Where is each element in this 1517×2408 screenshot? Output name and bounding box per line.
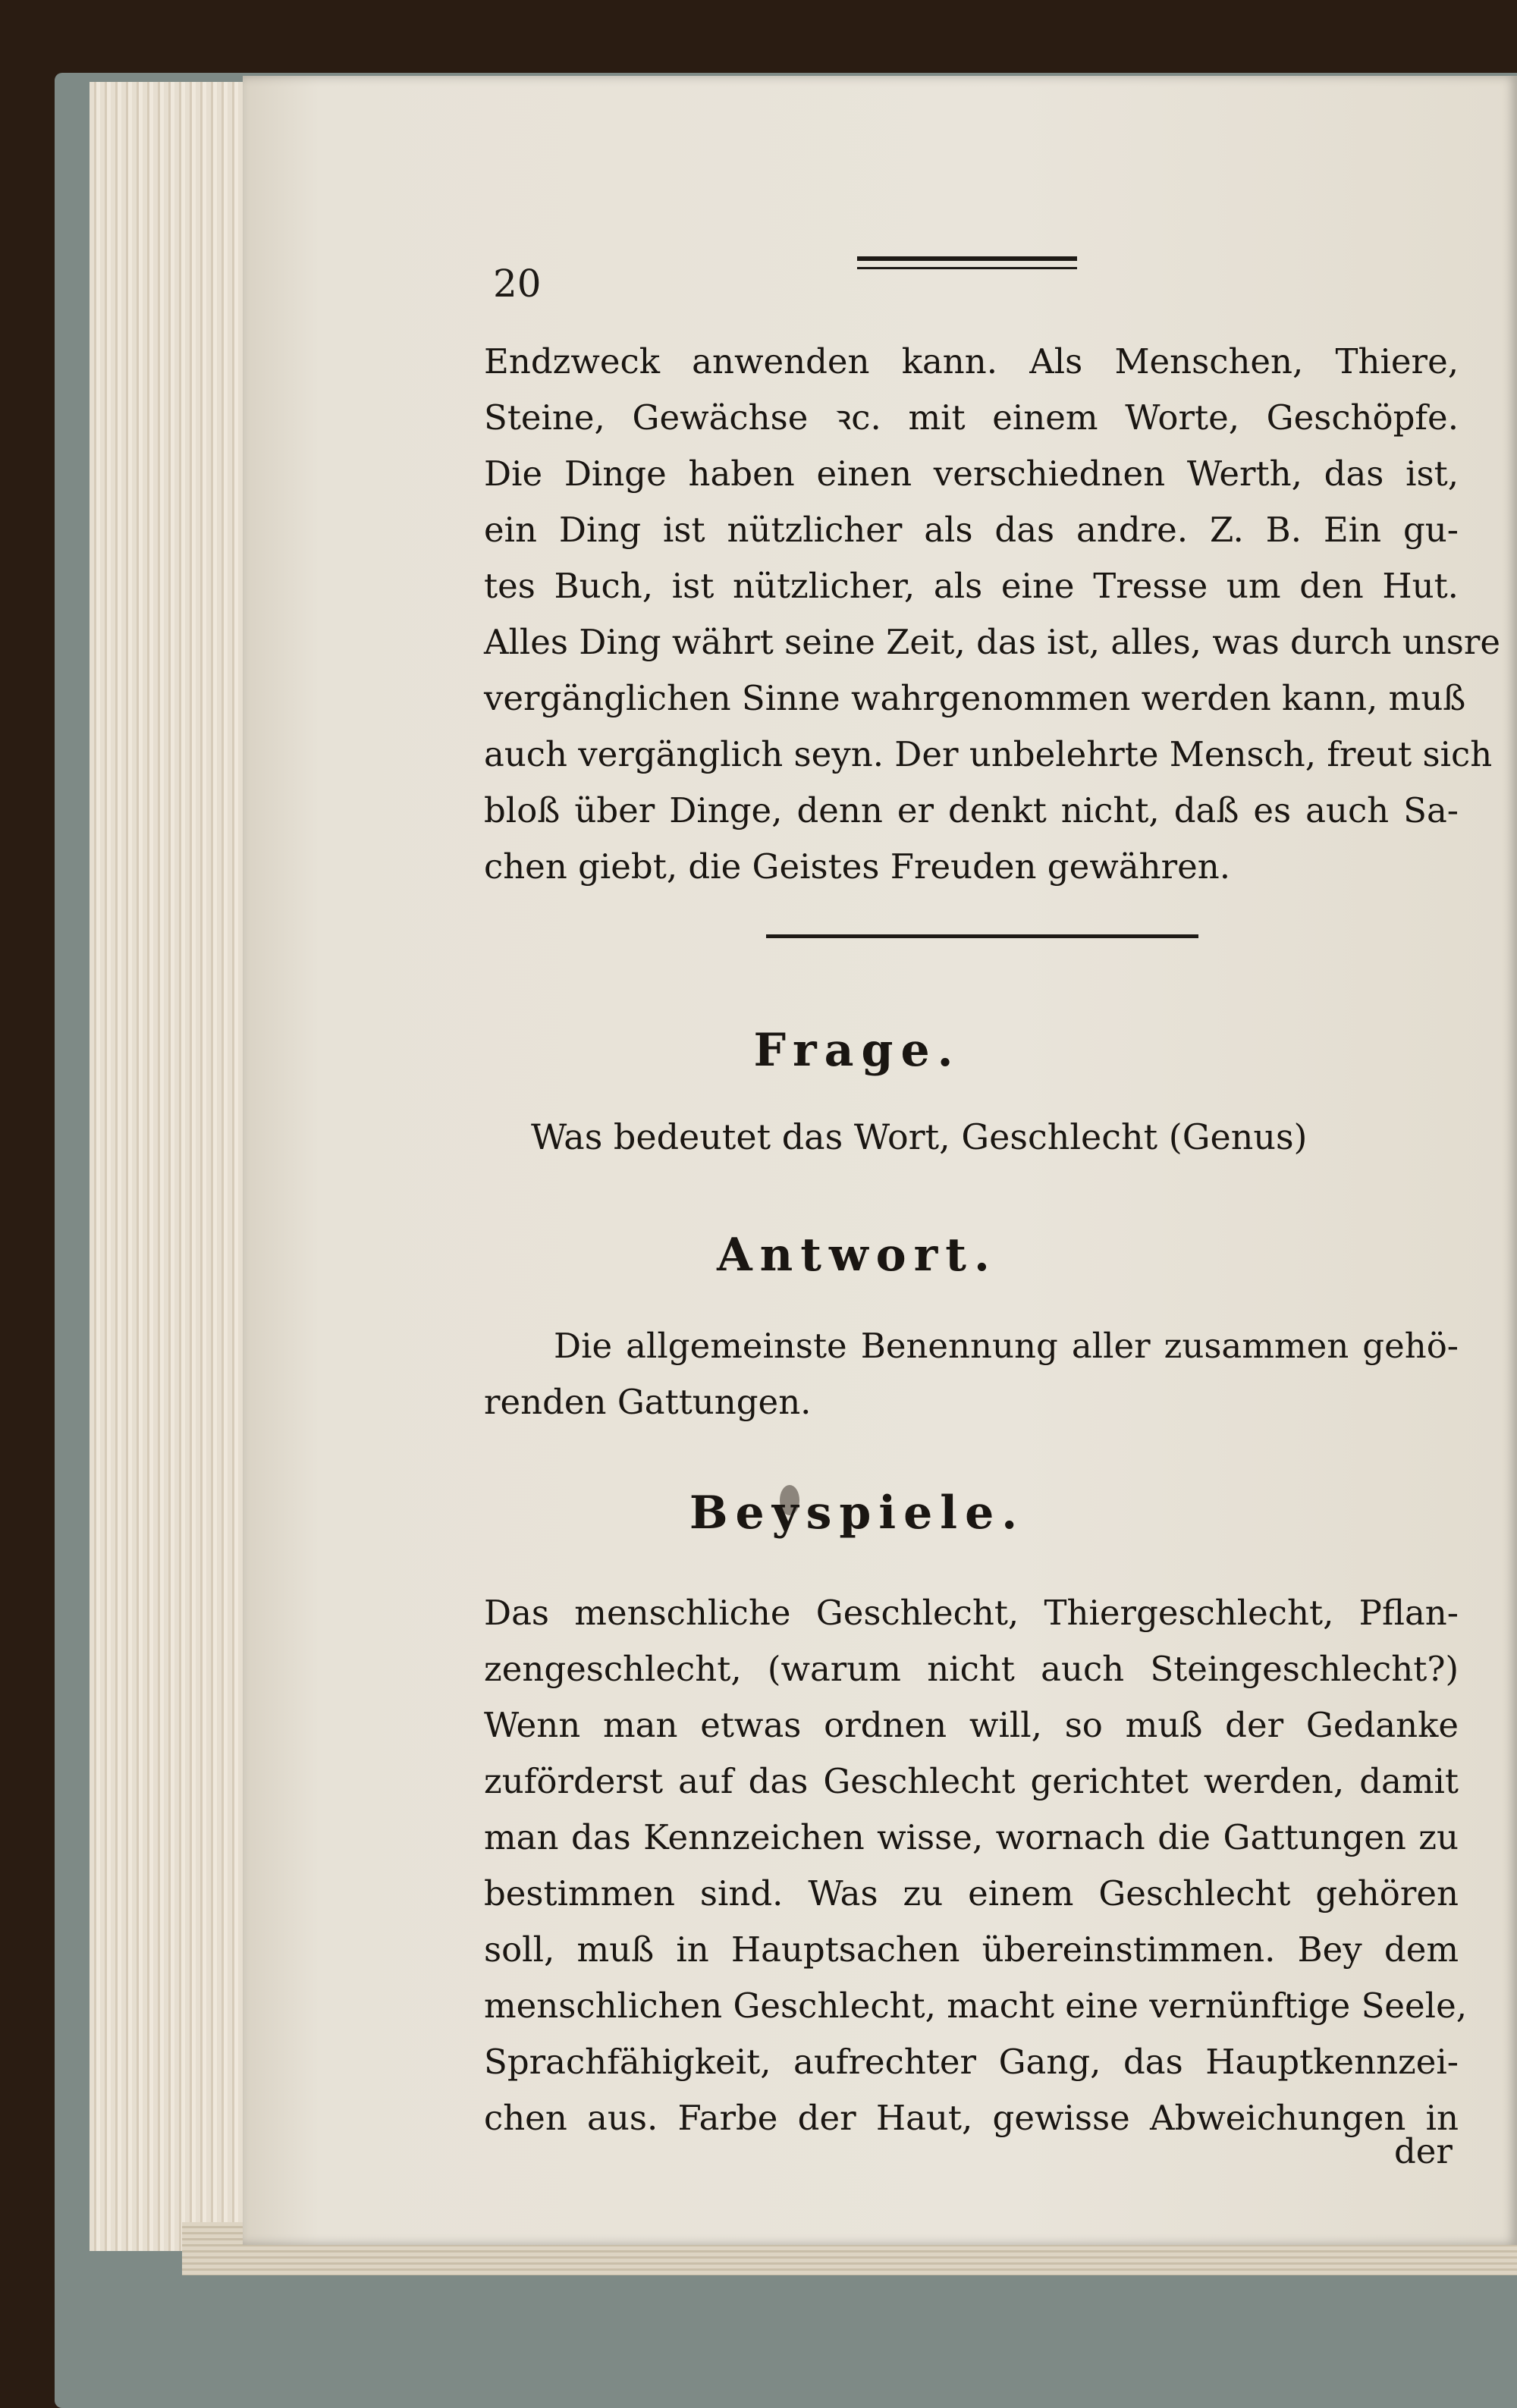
heading-examples: Beyspiele. <box>689 1487 1025 1540</box>
text-line: chen giebt, die Geistes Freuden gewähren. <box>484 846 1231 887</box>
paragraph-answer <box>484 1318 1459 1430</box>
text-line: soll, muß in Hauptsachen übereinstimmen. Bey dem <box>484 1929 1459 1970</box>
text-line: tes Buch, ist nützlicher, als eine Tresse um den Hut. <box>484 566 1459 606</box>
text-line: bloß über Dinge, denn er denkt nicht, daß es auch Sa- <box>484 790 1459 830</box>
text-line: ein Ding ist nützlicher als das andre. Z. B. Ein gu- <box>484 510 1459 550</box>
text-line: Die Dinge haben einen verschiednen Werth, das ist, <box>484 454 1459 494</box>
text-line: bestimmen sind. Was zu einem Geschlecht gehören <box>484 1873 1459 1914</box>
text-line: Wenn man etwas ordnen will, so muß der Gedanke <box>484 1705 1459 1745</box>
page-number: 20 <box>493 262 542 306</box>
header-rule <box>857 256 1077 261</box>
section-divider <box>766 934 1198 938</box>
heading-question: Frage. <box>753 1024 961 1077</box>
text-line: Das menschliche Geschlecht, Thiergeschlecht, Pflan- <box>484 1593 1459 1633</box>
catchword: der <box>1394 2131 1453 2171</box>
text-line: zuförderst auf das Geschlecht gerichtet werden, damit <box>484 1761 1459 1801</box>
text-line: zengeschlecht, (warum nicht auch Steingeschlecht?) <box>484 1649 1459 1689</box>
paragraph-intro <box>484 334 1501 895</box>
text-line: vergänglichen Sinne wahrgenommen werden kann, muß <box>484 678 1466 718</box>
text-line: Sprachfähigkeit, aufrechter Gang, das Hauptkennzei- <box>484 2042 1459 2082</box>
text-line: Steine, Gewächse ꝛc. mit einem Worte, Geschöpfe. <box>484 397 1459 438</box>
question-text: Was bedeutet das Wort, Geschlecht (Genus) <box>531 1116 1308 1157</box>
text-line: Alles Ding währt seine Zeit, das ist, alles, was durch unsre <box>484 622 1501 662</box>
text-line: man das Kennzeichen wisse, wornach die Gattungen zu <box>484 1817 1459 1857</box>
text-line: Die allgemeinste Benennung aller zusammen gehö- <box>554 1326 1459 1366</box>
text-line: menschlichen Geschlecht, macht eine vernünftige Seele, <box>484 1986 1468 2026</box>
page-edges <box>90 82 256 2251</box>
text-line: auch vergänglich seyn. Der unbelehrte Mensch, freut sich <box>484 734 1493 774</box>
text-line: renden Gattungen. <box>484 1382 812 1422</box>
text-line: chen aus. Farbe der Haut, gewisse Abweichungen in <box>484 2098 1459 2138</box>
heading-answer: Antwort. <box>717 1229 997 1282</box>
paragraph-examples <box>484 1585 1468 2146</box>
text-line: Endzweck anwenden kann. Als Menschen, Thiere, <box>484 341 1459 381</box>
